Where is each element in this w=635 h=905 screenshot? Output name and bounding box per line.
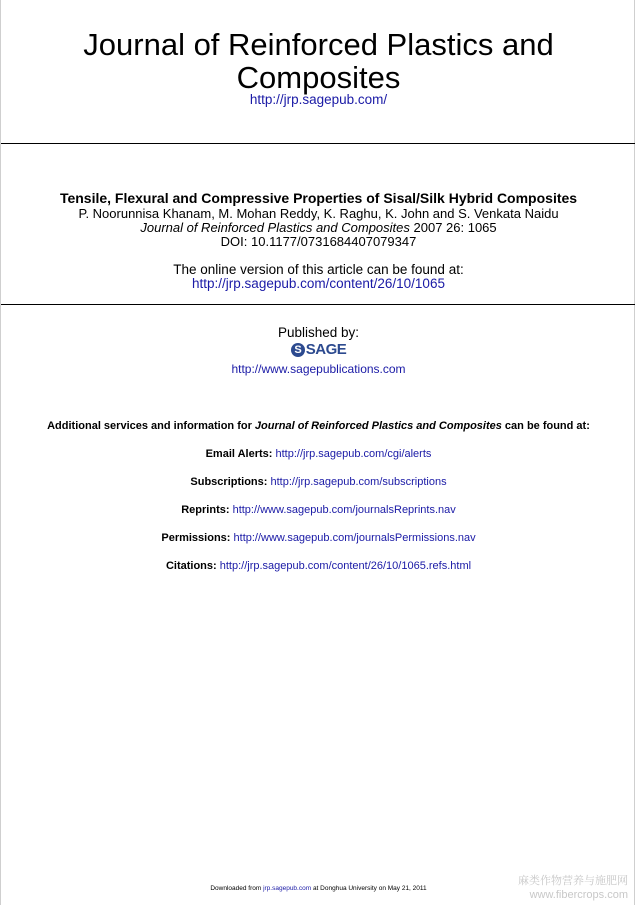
divider-middle bbox=[1, 304, 635, 305]
journal-title bbox=[1, 28, 635, 94]
service-label: Reprints: bbox=[181, 504, 230, 516]
service-label: Citations: bbox=[165, 560, 217, 572]
watermark-line1: 麻类作物营养与施肥网 bbox=[518, 875, 628, 887]
journal-title-line2: Composites bbox=[236, 60, 401, 95]
citation-details: 2007 26: 1065 bbox=[409, 220, 497, 235]
citation-journal-name: Journal of Reinforced Plastics and Composites bbox=[140, 220, 410, 235]
service-row-email-alerts bbox=[1, 448, 635, 460]
article-doi: DOI: 10.1177/0731684407079347 bbox=[220, 234, 417, 249]
sage-logo bbox=[1, 341, 635, 358]
divider-top bbox=[1, 143, 635, 144]
service-label: Subscriptions: bbox=[190, 476, 268, 488]
service-label: Email Alerts: bbox=[205, 448, 273, 460]
published-by-label: Published by: bbox=[277, 325, 360, 340]
article-authors: P. Noorunnisa Khanam, M. Mohan Reddy, K. Raghu, K. John and S. Venkata Naidu bbox=[78, 206, 559, 221]
services-intro-prefix: Additional services and information for bbox=[47, 420, 255, 432]
service-row-subscriptions bbox=[1, 476, 635, 488]
journal-home-link[interactable]: http://jrp.sagepub.com/ bbox=[249, 92, 388, 107]
service-row-permissions bbox=[1, 532, 635, 544]
site-watermark bbox=[518, 874, 628, 902]
service-row-citations bbox=[1, 560, 635, 572]
journal-title-line1: Journal of Reinforced Plastics and bbox=[83, 27, 554, 62]
service-link[interactable]: http://jrp.sagepub.com/cgi/alerts bbox=[275, 448, 432, 460]
online-version-link[interactable]: http://jrp.sagepub.com/content/26/10/1065 bbox=[192, 276, 445, 291]
service-label: Permissions: bbox=[161, 532, 231, 544]
footer-link[interactable]: jrp.sagepub.com bbox=[263, 885, 312, 892]
publisher-link[interactable]: http://www.sagepublications.com bbox=[231, 362, 406, 376]
service-row-reprints bbox=[1, 504, 635, 516]
footer-suffix: at Donghua University on May 21, 2011 bbox=[311, 885, 427, 892]
service-link[interactable]: http://jrp.sagepub.com/subscriptions bbox=[270, 476, 447, 488]
service-link[interactable]: http://www.sagepub.com/journalsPermissions.nav bbox=[233, 532, 476, 544]
service-link[interactable]: http://www.sagepub.com/journalsReprints.nav bbox=[232, 504, 456, 516]
services-intro bbox=[1, 420, 635, 432]
sage-logo-text: SAGE bbox=[305, 341, 347, 358]
footer-prefix: Downloaded from bbox=[210, 885, 264, 892]
service-link[interactable]: http://jrp.sagepub.com/content/26/10/1065.refs.html bbox=[219, 560, 472, 572]
sage-logo-mark: S bbox=[291, 343, 305, 357]
services-intro-suffix: can be found at: bbox=[501, 420, 590, 432]
watermark-line2: www.fibercrops.com bbox=[529, 889, 628, 901]
article-title: Tensile, Flexural and Compressive Properties of Sisal/Silk Hybrid Composites bbox=[59, 190, 578, 206]
online-version-label: The online version of this article can be found at: bbox=[173, 262, 464, 277]
services-journal-name: Journal of Reinforced Plastics and Composites bbox=[254, 420, 502, 432]
article-citation bbox=[1, 220, 635, 235]
